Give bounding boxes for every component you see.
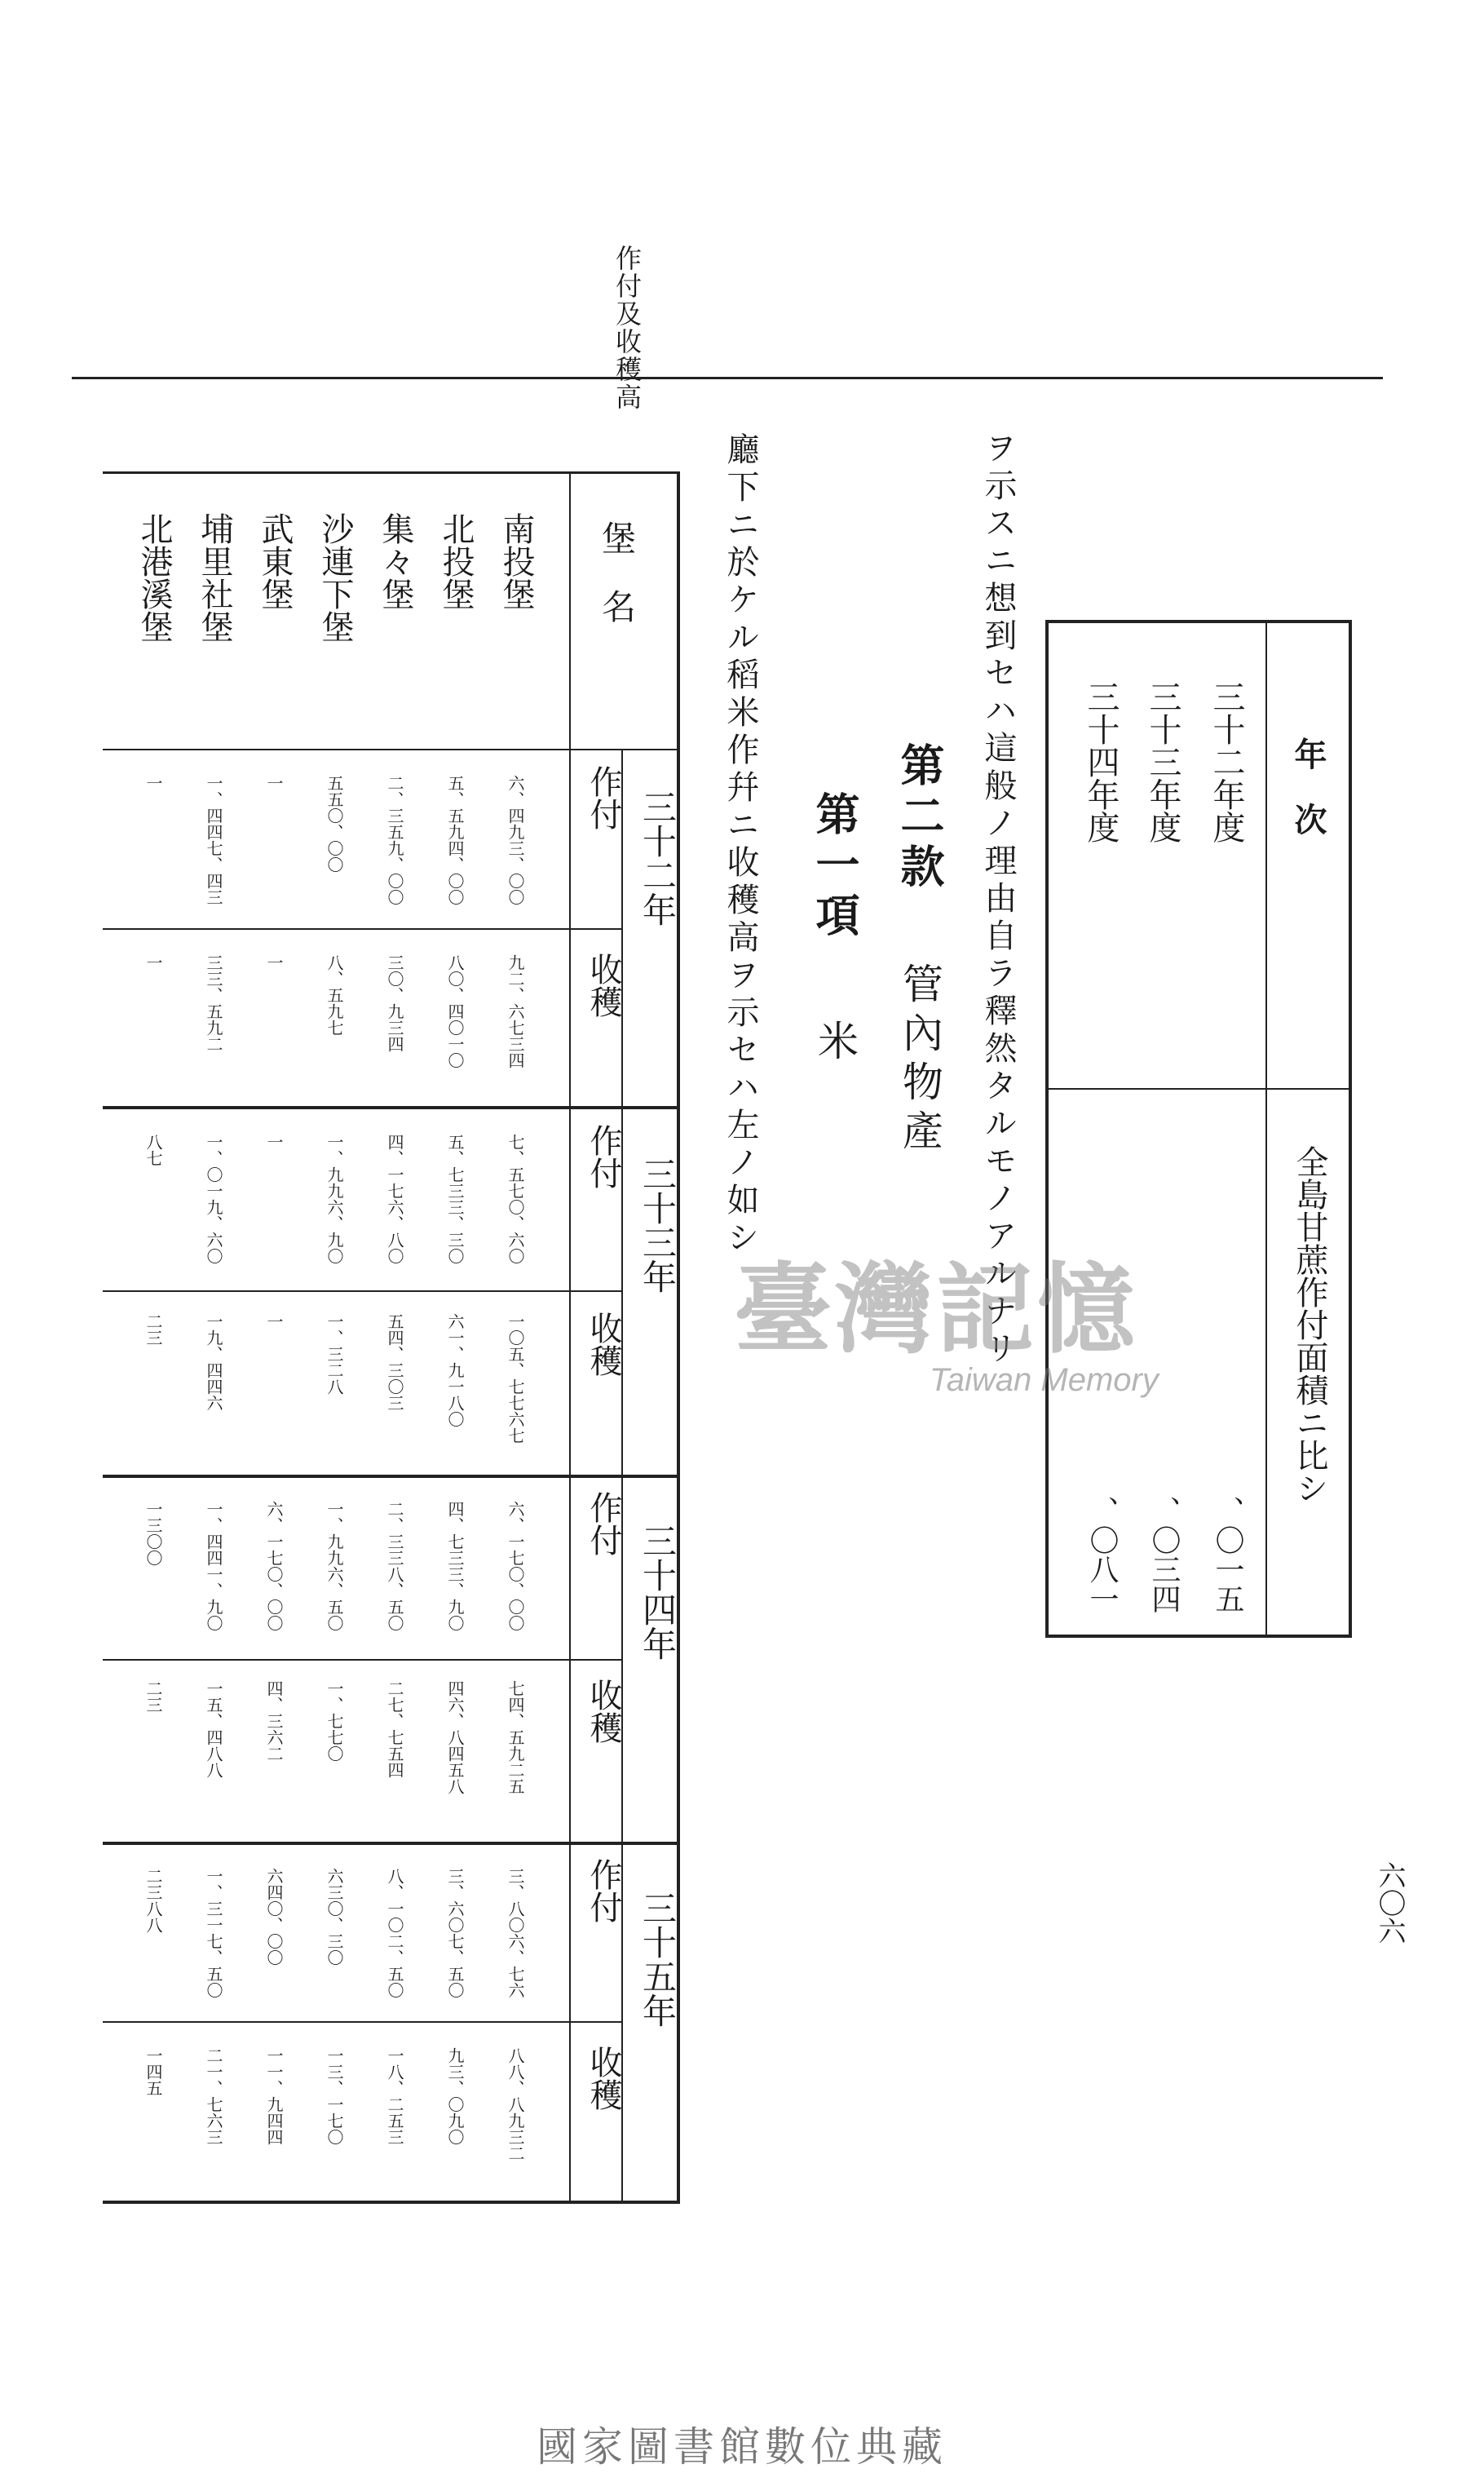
item-number: 第一項 — [809, 791, 861, 943]
table-cell: 六四〇、〇〇 — [264, 1868, 284, 1966]
footer-credit: 國家圖書館數位典藏 — [537, 2423, 947, 2471]
table-cell: 一、七七〇 — [325, 1680, 344, 1762]
table-cell: 一 — [264, 1313, 284, 1329]
table-bottom-rule — [103, 2201, 680, 2204]
table-cell: 二一、七六三 — [204, 2047, 223, 2145]
table-cell: 四、一七六、八〇 — [385, 1134, 404, 1264]
table-cell: 一、三一七、五〇 — [204, 1868, 223, 1998]
table-cell: 四、三六二 — [264, 1680, 284, 1762]
station-name: 集々堡 — [377, 512, 414, 610]
table-cell: 一、〇一九、六〇 — [204, 1134, 223, 1264]
ratio-row-value: 、〇八一 — [1085, 1496, 1119, 1613]
table-cell: 二三 — [144, 1680, 163, 1713]
table-cell: 一 — [264, 775, 284, 791]
table-cell: 四六、八四五八 — [445, 1680, 465, 1794]
station-name: 北港溪堡 — [135, 512, 173, 643]
item-title: 米 — [811, 1020, 859, 1068]
table-cell: 八、一〇二、五〇 — [385, 1868, 404, 1998]
station-name: 埔里社堡 — [196, 512, 233, 643]
station-name: 沙連下堡 — [316, 512, 354, 643]
table-cell: 一、四四一、九〇 — [204, 1501, 223, 1631]
table-cell: 一、三二八 — [325, 1313, 344, 1395]
table-cell: 二三八八 — [144, 1868, 163, 1933]
table-cell: 七四、五九二五 — [506, 1680, 525, 1794]
intro-line: 廳下ニ於ケル稻米作幷ニ收穫高ヲ示セハ左ノ如シ — [722, 432, 759, 1258]
ratio-row-value: 、〇一五 — [1211, 1496, 1244, 1613]
sub-head-harvest: 收穫 — [585, 953, 622, 1018]
table-cell: 二七、七五四 — [385, 1680, 404, 1778]
table-cell: 一、九九六、五〇 — [325, 1501, 344, 1631]
sub-head-harvest: 收穫 — [585, 1679, 622, 1744]
year-head: 三十四年 — [638, 1524, 678, 1661]
table-cell: 七、五七〇、六〇 — [506, 1134, 525, 1264]
table-name-head: 堡 名 — [597, 520, 637, 623]
table-cell: 五、五九四、〇〇 — [445, 775, 465, 905]
table-cell: 一、四四七、四三 — [204, 775, 223, 905]
watermark-subtitle: Taiwan Memory — [930, 1362, 1159, 1398]
table-cell: 三三、五九二 — [204, 954, 223, 1052]
table-cell: 三、八〇六、七六 — [506, 1868, 525, 1998]
page-number: 六〇六 — [1373, 1861, 1406, 1944]
sub-head-harvest: 收穫 — [585, 2046, 622, 2111]
table-cell: 一〇五、七七六七 — [506, 1313, 525, 1444]
rice-table — [103, 471, 680, 2204]
table-cell: 一 — [264, 1134, 284, 1150]
ratio-table-year-head: 年 次 — [1289, 737, 1327, 835]
watermark-logo: 臺灣記憶 — [734, 1252, 1138, 1367]
table-cell: 六三〇、三〇 — [325, 1868, 344, 1966]
table-cell: 八八、八九三二 — [506, 2047, 525, 2161]
station-name: 武東堡 — [256, 512, 294, 610]
sub-head-plant: 作付 — [585, 1491, 622, 1556]
table-cell: 九三、〇九〇 — [445, 2047, 465, 2145]
ratio-table-rule — [1049, 1088, 1349, 1090]
table-top-rule — [103, 471, 680, 474]
year-head: 三十五年 — [638, 1891, 678, 2028]
table-name-divider — [569, 471, 571, 2204]
table-cell: 六、一七〇、〇〇 — [506, 1501, 525, 1631]
year-block-rule — [103, 1106, 680, 1109]
ratio-row-year: 三十二年度 — [1208, 680, 1245, 843]
section-title: 管內物產 — [896, 962, 943, 1158]
station-name: 北投堡 — [437, 512, 475, 610]
table-cell: 二、三五九、〇〇 — [385, 775, 404, 905]
sub-head-harvest: 收穫 — [585, 1312, 622, 1377]
table-head-rule — [103, 749, 680, 750]
section-number: 第二款 — [894, 742, 946, 894]
ratio-table-ratio-head: 全島甘蔗作付面積ニ比シ — [1291, 1145, 1328, 1504]
ratio-row-value: 、〇三四 — [1147, 1496, 1181, 1613]
top-rule — [72, 377, 1383, 379]
sub-head-plant: 作付 — [585, 765, 622, 830]
table-cell: 一八、二五三 — [385, 2047, 404, 2145]
ratio-row-year: 三十四年度 — [1082, 680, 1120, 843]
table-cell: 六、四九三、〇〇 — [506, 775, 525, 905]
year-head: 三十二年 — [638, 790, 678, 927]
table-cell: 八、五九七 — [325, 954, 344, 1036]
table-cell: 四、七三三、九〇 — [445, 1501, 465, 1631]
table-cell: 一 — [264, 954, 284, 971]
table-cell: 一 — [144, 954, 163, 971]
table-cell: 五、七三三、三〇 — [445, 1134, 465, 1264]
table-cell: 六、一七〇、〇〇 — [264, 1501, 284, 1631]
year-block-rule — [103, 1842, 680, 1845]
table-cell: 一五、四八八 — [204, 1680, 223, 1778]
table-cell: 六一、九一八〇 — [445, 1313, 465, 1427]
table-cell: 五四、三〇三 — [385, 1313, 404, 1411]
paragraph-line: ヲ示スニ想到セハ這般ノ理由自ラ釋然タルモノアルナリ — [979, 431, 1017, 1369]
table-cell: 一 — [144, 775, 163, 791]
table-cell: 一三、一七〇 — [325, 2047, 344, 2145]
table-cell: 一一、九四四 — [264, 2047, 284, 2145]
table-cell: 一、九九六、九〇 — [325, 1134, 344, 1264]
year-block-rule — [103, 1475, 680, 1478]
ratio-table — [1045, 620, 1352, 1638]
table-cell: 一九、四四六 — [204, 1313, 223, 1411]
station-name: 南投堡 — [497, 512, 535, 610]
table-cell: 三、六〇七、五〇 — [445, 1868, 465, 1998]
sub-head-plant: 作付 — [585, 1858, 622, 1923]
margin-title: 作付及收穫高 — [612, 245, 643, 411]
table-cell: 一四五 — [144, 2047, 163, 2096]
year-head: 三十三年 — [638, 1157, 678, 1294]
table-cell: 二三 — [144, 1313, 163, 1346]
table-cell: 九二、六七三四 — [506, 954, 525, 1068]
table-cell: 三〇、九三四 — [385, 954, 404, 1052]
ratio-table-divider — [1265, 623, 1267, 1635]
sub-rule — [103, 2021, 621, 2023]
sub-rule — [103, 1290, 621, 1292]
sub-rule — [103, 1659, 621, 1661]
table-cell: 一三〇〇 — [144, 1501, 163, 1566]
sub-rule — [103, 928, 621, 930]
sub-head-plant: 作付 — [585, 1124, 622, 1189]
table-cell: 八七 — [144, 1134, 163, 1166]
table-cell: 五五〇、〇〇 — [325, 775, 344, 873]
table-cell: 二、三三八、五〇 — [385, 1501, 404, 1631]
table-cell: 八〇、四〇一〇 — [445, 954, 465, 1068]
ratio-row-year: 三十三年度 — [1144, 680, 1181, 843]
